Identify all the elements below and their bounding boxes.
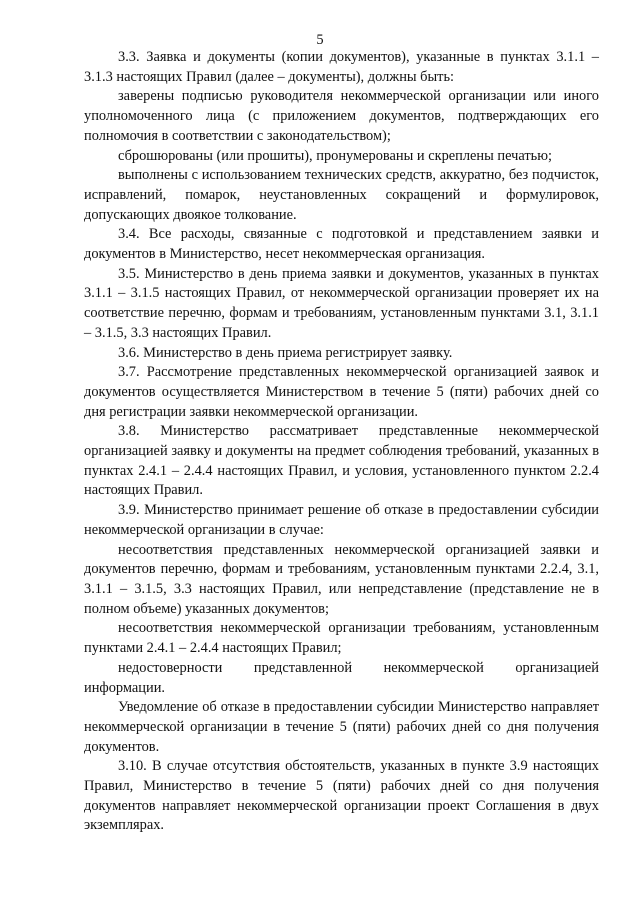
paragraph-3-8: 3.8. Министерство рассматривает представленные некоммерческой организацией заявку и документы на предмет соблюдения требований, указанных в пунктах 2.4.1 – 2.4.4 настоящих Правил, и условия, установленного пунктом 2.2.4 настоящих Правил. — [84, 423, 599, 499]
list-item-documents-mismatch: несоответствия представленных некоммерческой организацией заявки и документов перечню, формам и требованиям, установленным пунктами 2.2.4, 3.1, 3.1.1 – 3.1.5, 3.3 настоящих Правил, или непредставление (представление не в полном объеме) указанных документов; — [84, 541, 599, 617]
list-item-certified: заверены подписью руководителя некоммерческой организации или иного уполномоченного лица (с приложением документов, подтверждающих его полномочия в соответствии с законодательством); — [84, 88, 599, 144]
paragraph-3-5: 3.5. Министерство в день приема заявки и документов, указанных в пунктах 3.1.1 – 3.1.5 настоящих Правил, от некоммерческой организации проверяет их на соответствие перечню, формам и требованиям, установленным пунктами 3.1, 3.1.1 – 3.1.5, 3.3 настоящих Правил. — [84, 265, 599, 341]
list-item-bound: сброшюрованы (или прошиты), пронумерованы и скреплены печатью; — [118, 147, 552, 164]
paragraph-3-10: 3.10. В случае отсутствия обстоятельств, указанных в пункте 3.9 настоящих Правил, Министерство в течение 5 (пяти) рабочих дней со дня получения документов направляет некоммерческой организации проект Соглашения в двух экземплярах. — [84, 758, 599, 834]
paragraph-3-6: 3.6. Министерство в день приема регистрирует заявку. — [118, 344, 453, 361]
paragraph-3-4: 3.4. Все расходы, связанные с подготовкой и представлением заявки и документов в Министерство, несет некоммерческая организация. — [84, 226, 599, 263]
paragraph-3-7: 3.7. Рассмотрение представленных некоммерческой организацией заявок и документов осуществляется Министерством в течение 5 (пяти) рабочих дней со дня регистрации заявки некоммерческой организации. — [84, 364, 599, 420]
paragraph-3-3: 3.3. Заявка и документы (копии документов), указанные в пунктах 3.1.1 – 3.1.3 настоящих Правил (далее – документы), должны быть: — [84, 49, 599, 85]
document-body — [84, 48, 599, 836]
list-item-technical: выполнены с использованием технических средств, аккуратно, без подчисток, исправлений, помарок, неустановленных сокращений и формулировок, допускающих двоякое толкование. — [84, 167, 599, 223]
paragraph-3-9: 3.9. Министерство принимает решение об отказе в предоставлении субсидии некоммерческой организации в случае: — [84, 502, 599, 538]
paragraph-refusal-notice: Уведомление об отказе в предоставлении субсидии Министерство направляет некоммерческой организации в течение 5 (пяти) рабочих дней со дня получения документов. — [84, 699, 599, 755]
list-item-organization-mismatch: несоответствия некоммерческой организации требованиям, установленным пунктами 2.4.1 – 2.4.4 настоящих Правил; — [84, 620, 599, 657]
list-item-unreliable-info: недостоверности представленной некоммерческой организацией информации. — [84, 659, 599, 696]
page-number: 5 — [316, 32, 324, 48]
